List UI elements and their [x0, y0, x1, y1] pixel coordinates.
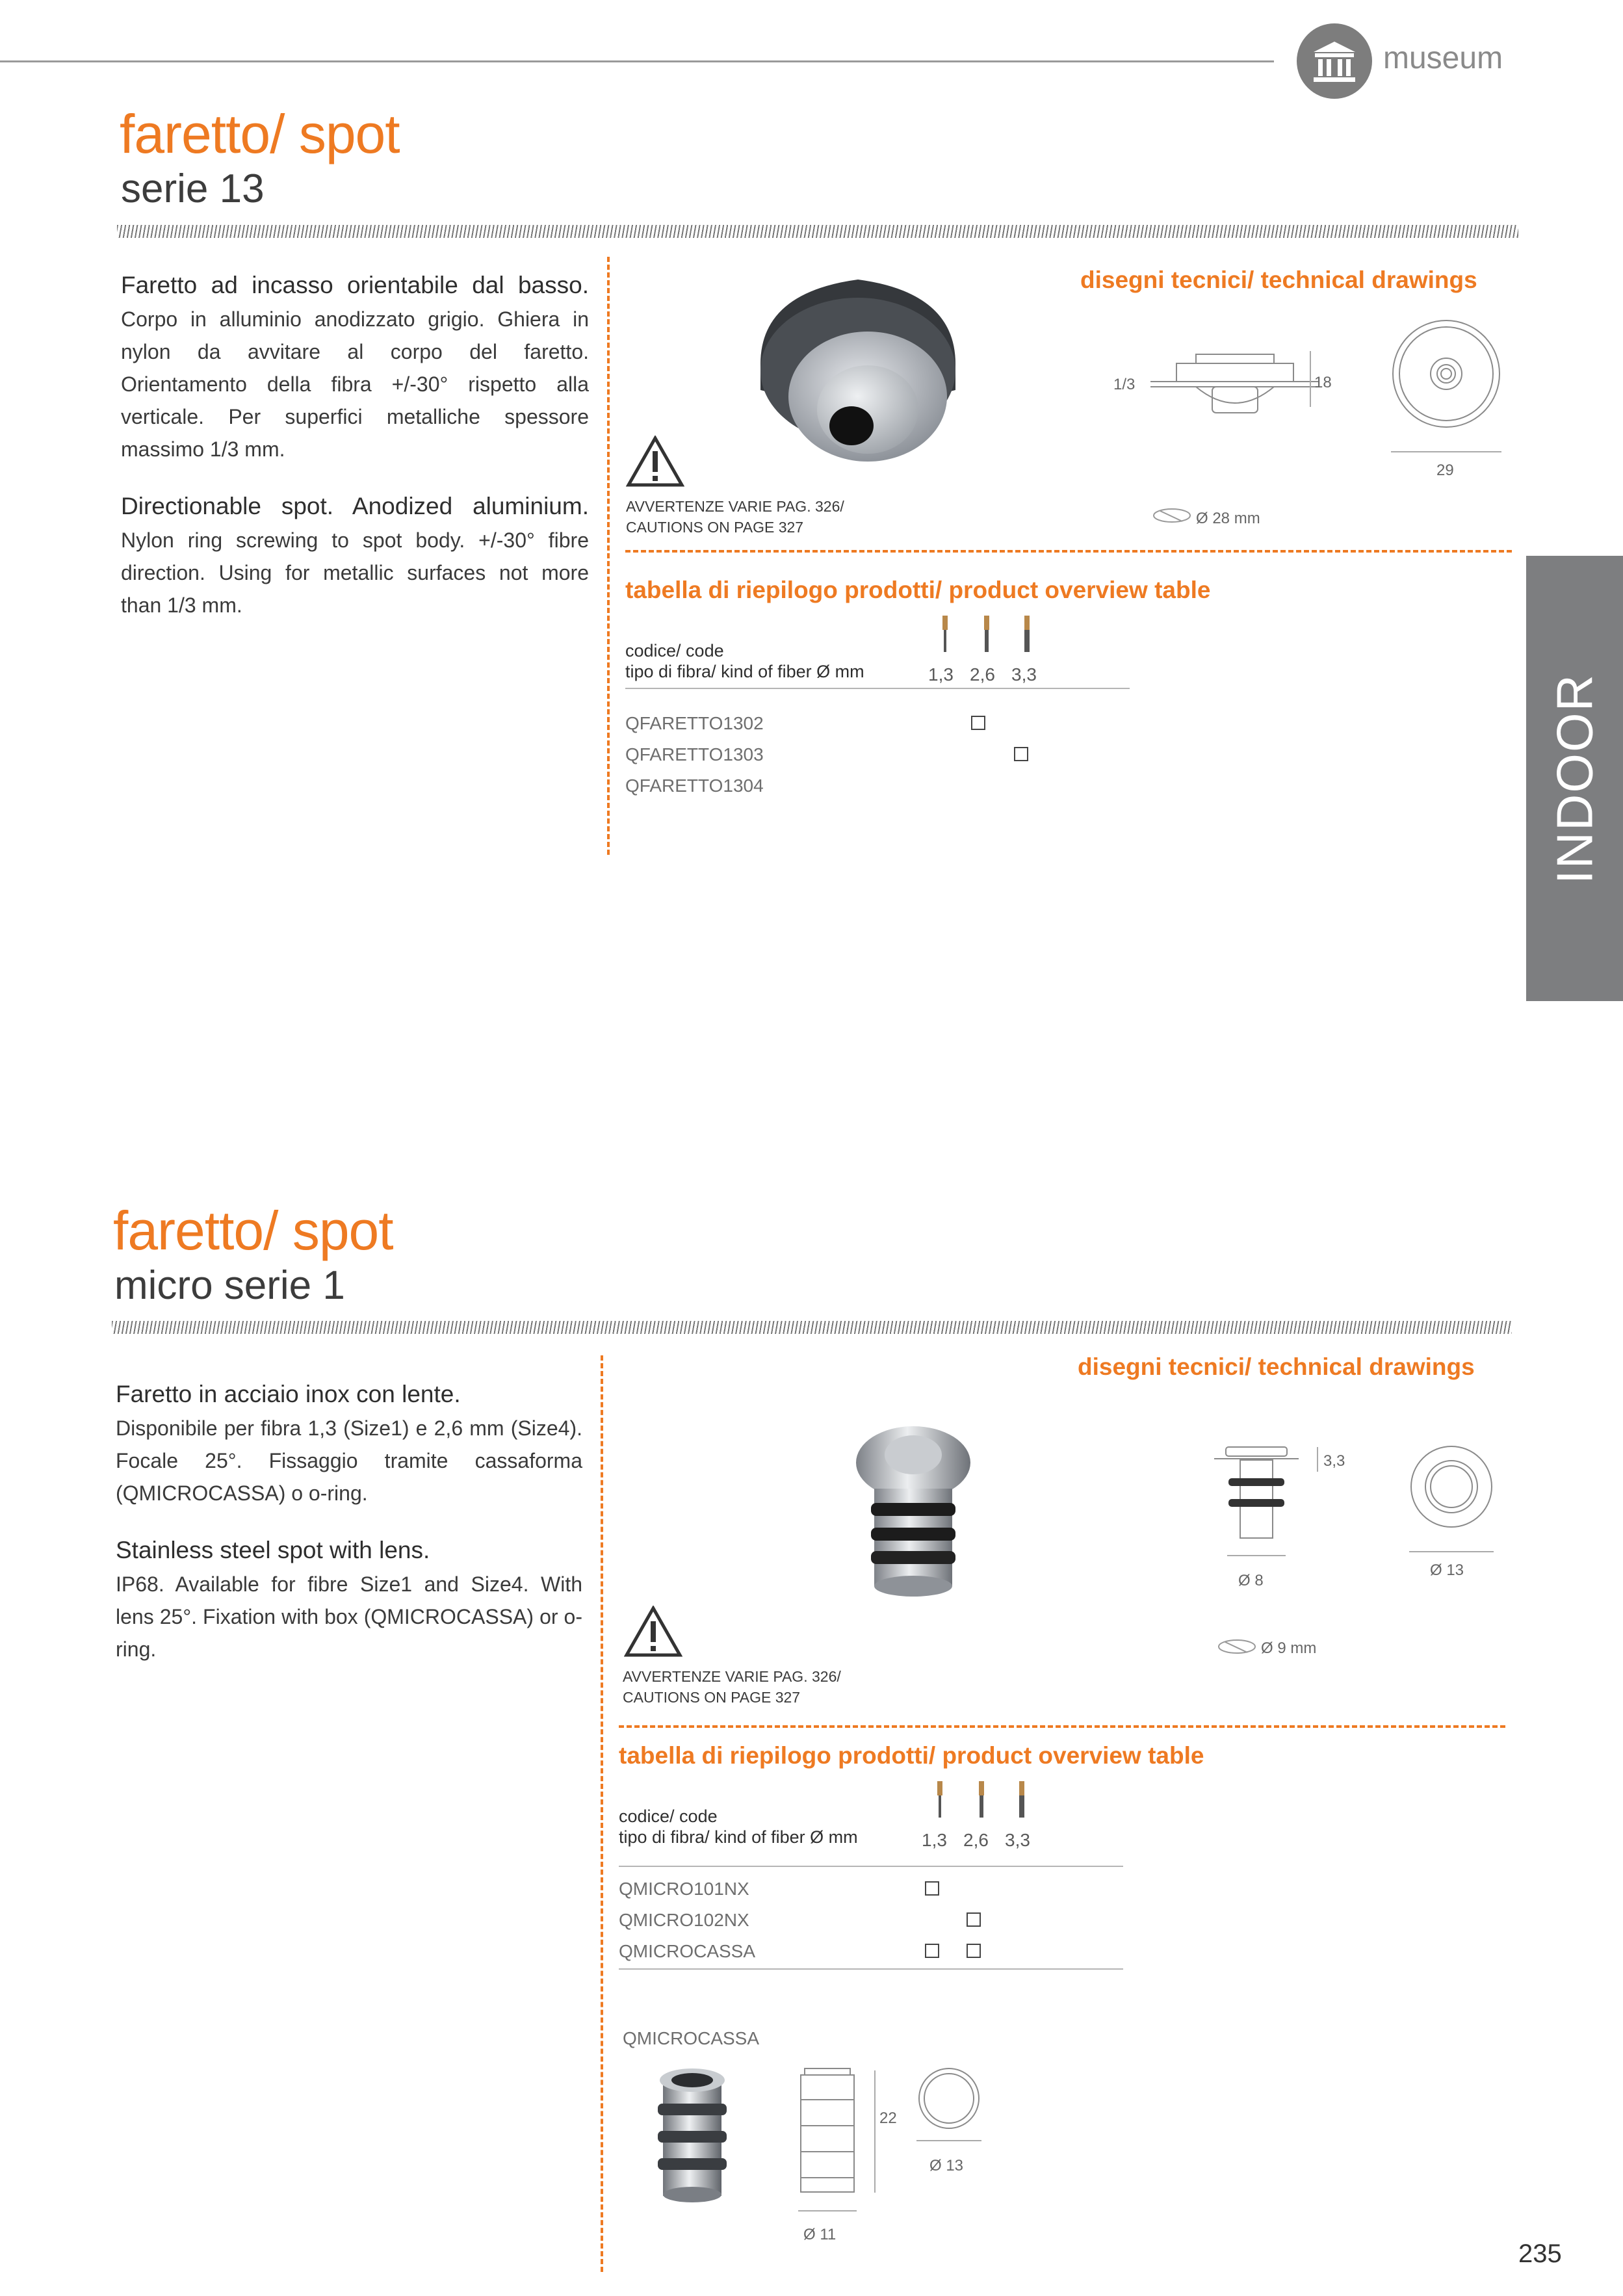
box-height-dim-line [874, 2070, 876, 2193]
product1-column-divider [607, 257, 610, 855]
product2-warning-icon [624, 1606, 682, 1661]
box-dim-body: Ø 11 [803, 2226, 837, 2243]
product2-front-drawing [1409, 1444, 1494, 1532]
product2-fiber-icons [931, 1780, 1028, 1823]
product2-description [116, 1381, 582, 1665]
product1-fiber-header: tipo di fibra/ kind of fiber Ø mm [625, 662, 864, 681]
product2-dim-face: Ø 13 [1430, 1561, 1464, 1579]
product1-caution-line1: AVVERTENZE VARIE PAG. 326/ [626, 498, 844, 515]
box-face-dim-line [916, 2140, 981, 2141]
product2-photo [851, 1424, 975, 1609]
product2-dim-body: Ø 8 [1238, 1572, 1264, 1589]
product1-en-body: Nylon ring screwing to spot body. +/-30° fibre direction. Using for metallic surfaces not more than 1/3 mm. [121, 528, 589, 617]
product2-title: faretto/ spot [113, 1200, 393, 1261]
page-number: 235 [1518, 2239, 1562, 2268]
product2-caution-line2: CAUTIONS ON PAGE 327 [623, 1689, 801, 1706]
product1-size-1: 1,3 [928, 664, 954, 685]
product2-table-rule-top [619, 1866, 1123, 1867]
fiber-checkbox [971, 716, 985, 730]
product1-size-2: 2,6 [970, 664, 995, 685]
product2-size-2: 2,6 [963, 1830, 989, 1850]
fiber-checkbox [967, 1944, 981, 1958]
product2-subtitle: micro serie 1 [114, 1263, 345, 1308]
fiber-checkbox [925, 1944, 939, 1958]
fiber-checkbox [967, 1912, 981, 1927]
product1-code-header: codice/ code [625, 641, 724, 660]
product2-caution-line1: AVVERTENZE VARIE PAG. 326/ [623, 1668, 841, 1685]
product1-front-drawing [1391, 319, 1501, 432]
product1-width-dim-line [1391, 451, 1501, 452]
product1-table-rule [625, 688, 1130, 689]
box-front-drawing [916, 2066, 981, 2134]
product2-table-rule-bottom [619, 1968, 1123, 1970]
product2-section-divider [619, 1725, 1505, 1728]
product2-face-dim-line [1409, 1551, 1494, 1552]
product1-photo [734, 267, 981, 478]
product1-dim-height: 18 [1314, 374, 1332, 391]
product1-it-body: Corpo in alluminio anodizzato grigio. Ghiera in nylon da avvitare al corpo del faretto. Orientamento della fibra +/-30° rispetto alla verticale. Per superfici metalliche spessore massimo 1/3 mm. [121, 307, 589, 461]
product1-en-lead: Directionable spot. Anodized aluminium. [121, 493, 589, 519]
table-row-code: QFARETTO1302 [625, 713, 764, 733]
box-photo [650, 2066, 734, 2212]
product1-it-lead: Faretto ad incasso orientabile dal basso. [121, 272, 589, 298]
product1-height-dim-line [1310, 351, 1311, 407]
product1-title: faretto/ spot [120, 103, 400, 164]
product2-it-body: Disponibile per fibra 1,3 (Size1) e 2,6 mm (Size4). Focale 25°. Fissaggio tramite cassaforma (QMICROCASSA) o o-ring. [116, 1416, 582, 1505]
product1-dim-width: 29 [1436, 462, 1454, 479]
product2-dim-top: 3,3 [1323, 1452, 1345, 1470]
museum-icon [1297, 23, 1372, 99]
section-label: museum [1383, 41, 1503, 75]
header-rule [0, 60, 1274, 62]
box-side-drawing [798, 2066, 857, 2199]
box-dim-face: Ø 13 [929, 2157, 964, 2174]
product2-it-lead: Faretto in acciaio inox con lente. [116, 1381, 461, 1407]
indoor-tab-label: INDOOR [1546, 673, 1603, 884]
product1-drawings-title: disegni tecnici/ technical drawings [1080, 267, 1477, 293]
product2-fiber-header: tipo di fibra/ kind of fiber Ø mm [619, 1827, 858, 1847]
product2-top-dim-line [1317, 1447, 1318, 1472]
product1-warning-icon [626, 436, 684, 491]
product2-side-drawing [1214, 1444, 1299, 1545]
box-label: QMICROCASSA [623, 2028, 760, 2048]
product1-hatch-divider [117, 225, 1518, 238]
fiber-checkbox [1014, 747, 1028, 761]
product2-code-header: codice/ code [619, 1807, 718, 1826]
product2-hatch-divider [112, 1321, 1512, 1334]
product2-body-dim-line [1227, 1555, 1286, 1556]
table-row-code: QMICRO101NX [619, 1879, 749, 1899]
table-row-code: QMICRO102NX [619, 1910, 749, 1930]
product2-hole-diameter: Ø 9 mm [1261, 1639, 1317, 1657]
table-row-code: QFARETTO1304 [625, 776, 764, 796]
product2-drawings-title: disegni tecnici/ technical drawings [1078, 1353, 1475, 1380]
product1-dim-thickness: 1/3 [1113, 376, 1136, 393]
product1-size-3: 3,3 [1011, 664, 1037, 685]
product1-caution-line2: CAUTIONS ON PAGE 327 [626, 519, 804, 536]
product1-side-drawing [1150, 348, 1319, 429]
box-dim-height: 22 [879, 2109, 897, 2127]
indoor-side-tab [1526, 556, 1623, 1001]
product1-table-title: tabella di riepilogo prodotti/ product overview table [625, 577, 1211, 603]
product1-hole-icon [1152, 507, 1191, 527]
box-body-dim-line [798, 2210, 857, 2211]
product2-hole-icon [1217, 1638, 1256, 1658]
product1-section-divider [625, 550, 1512, 553]
table-row-code: QFARETTO1303 [625, 744, 764, 764]
product2-en-lead: Stainless steel spot with lens. [116, 1537, 430, 1563]
product2-size-3: 3,3 [1005, 1830, 1030, 1850]
product2-en-body: IP68. Available for fibre Size1 and Size4. With lens 25°. Fixation with box (QMICROCASSA) or o-ring. [116, 1572, 582, 1661]
product2-size-1: 1,3 [922, 1830, 947, 1850]
product1-hole-diameter: Ø 28 mm [1196, 510, 1260, 527]
product1-description [121, 272, 589, 621]
product2-column-divider [601, 1355, 603, 2272]
fiber-checkbox [925, 1881, 939, 1896]
table-row-code: QMICROCASSA [619, 1941, 756, 1961]
product2-table-title: tabella di riepilogo prodotti/ product overview table [619, 1742, 1204, 1769]
product1-subtitle: serie 13 [121, 166, 265, 211]
product1-fiber-icons [936, 614, 1033, 658]
